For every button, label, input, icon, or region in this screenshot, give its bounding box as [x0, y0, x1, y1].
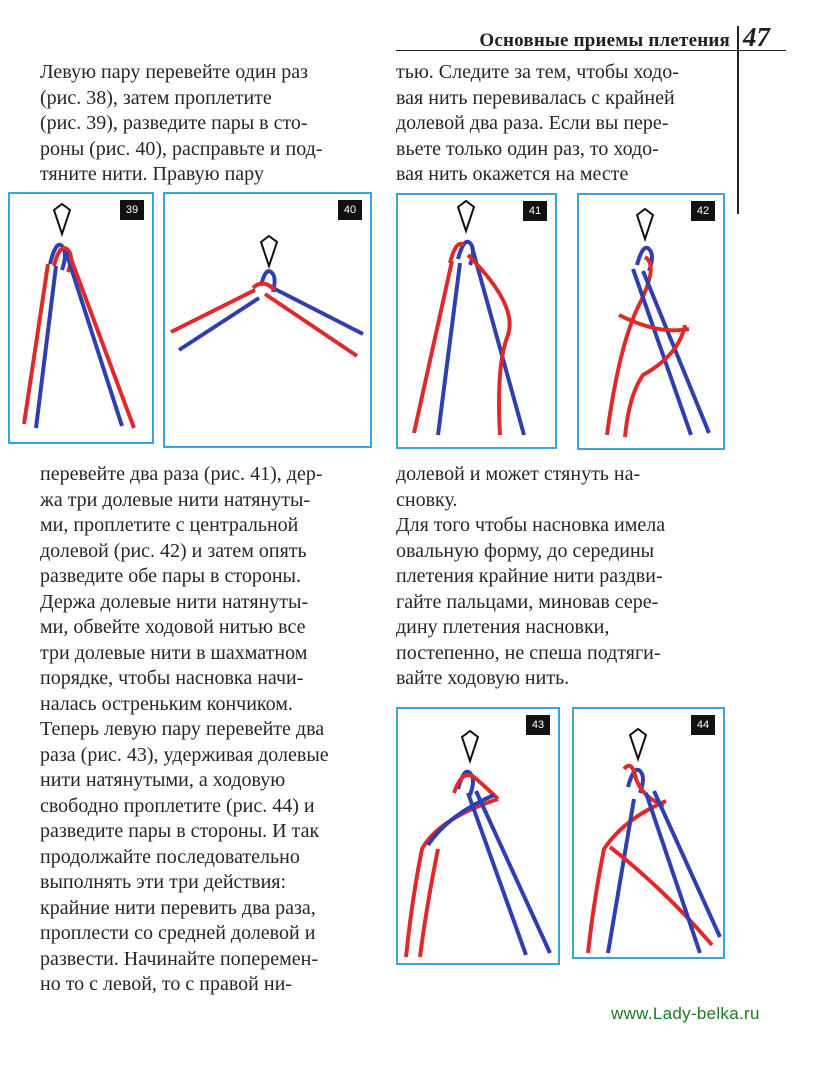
- figure-40-drawing: [165, 194, 374, 450]
- figure-number: 41: [523, 201, 547, 221]
- figure-43: [396, 707, 560, 965]
- figure-number: 40: [338, 200, 362, 220]
- figure-number: 44: [691, 715, 715, 735]
- figure-number: 39: [120, 200, 144, 220]
- watermark-link[interactable]: www.Lady-belka.ru: [611, 1004, 760, 1023]
- text-column-bottom-right: долевой и может стянуть на- сновку. Для того чтобы насновка имела овальную форму, до середины плетения крайние нити раздви- гайте пальцами, миновав сере- дину плетения насновки, постепенно, не спеша подтяги- вайте ходовую нить.: [396, 463, 666, 689]
- figure-number: 42: [691, 201, 715, 221]
- figure-44: [572, 707, 725, 959]
- figure-44-drawing: [574, 709, 727, 961]
- figure-number: 43: [526, 715, 550, 735]
- figure-39-drawing: [10, 194, 156, 446]
- running-head: Основные приемы плетения: [479, 30, 730, 51]
- figure-43-drawing: [398, 709, 562, 967]
- text-column-top-left: Левую пару перевейте один раз (рис. 38), затем проплетите (рис. 39), разведите пары в сто- роны (рис. 40), расправьте и под- тяните нити. Правую пару: [40, 61, 323, 185]
- figure-42: [577, 193, 725, 450]
- text-column-top-right: тью. Следите за тем, чтобы ходо- вая нить перевивалась с крайней долевой два раза. Если вы пере- вьете только один раз, то ходо- вая нить окажется на месте: [396, 61, 679, 185]
- figure-41: [396, 193, 557, 449]
- text-column-bottom-left: перевейте два раза (рис. 41), дер- жа три долевые нити натянуты- ми, проплетите с центральной долевой (рис. 42) и затем опять разведите обе пары в стороны. Держа долевые нити натянуты- ми, обвейте ходовой нитью все три долевые нити в шахматном порядке, чтобы насновка начи- налась остреньким кончиком. Теперь левую пару перевейте два раза (рис. 43), удерживая долевые нити натянутыми, а ходовую свободно проплетите (рис. 44) и разведите пары в стороны. И так продолжайте последовательно выполнять эти три действия: крайние нити перевить два раза, проплести со средней долевой и развести. Начинайте поперемен- но то с левой, то с правой ни-: [40, 463, 329, 995]
- figure-40: [163, 192, 372, 448]
- page-number: 47: [743, 22, 770, 52]
- figure-42-drawing: [579, 195, 727, 452]
- figure-41-drawing: [398, 195, 559, 451]
- header-vertical-rule: [737, 26, 739, 214]
- figure-39: [8, 192, 154, 444]
